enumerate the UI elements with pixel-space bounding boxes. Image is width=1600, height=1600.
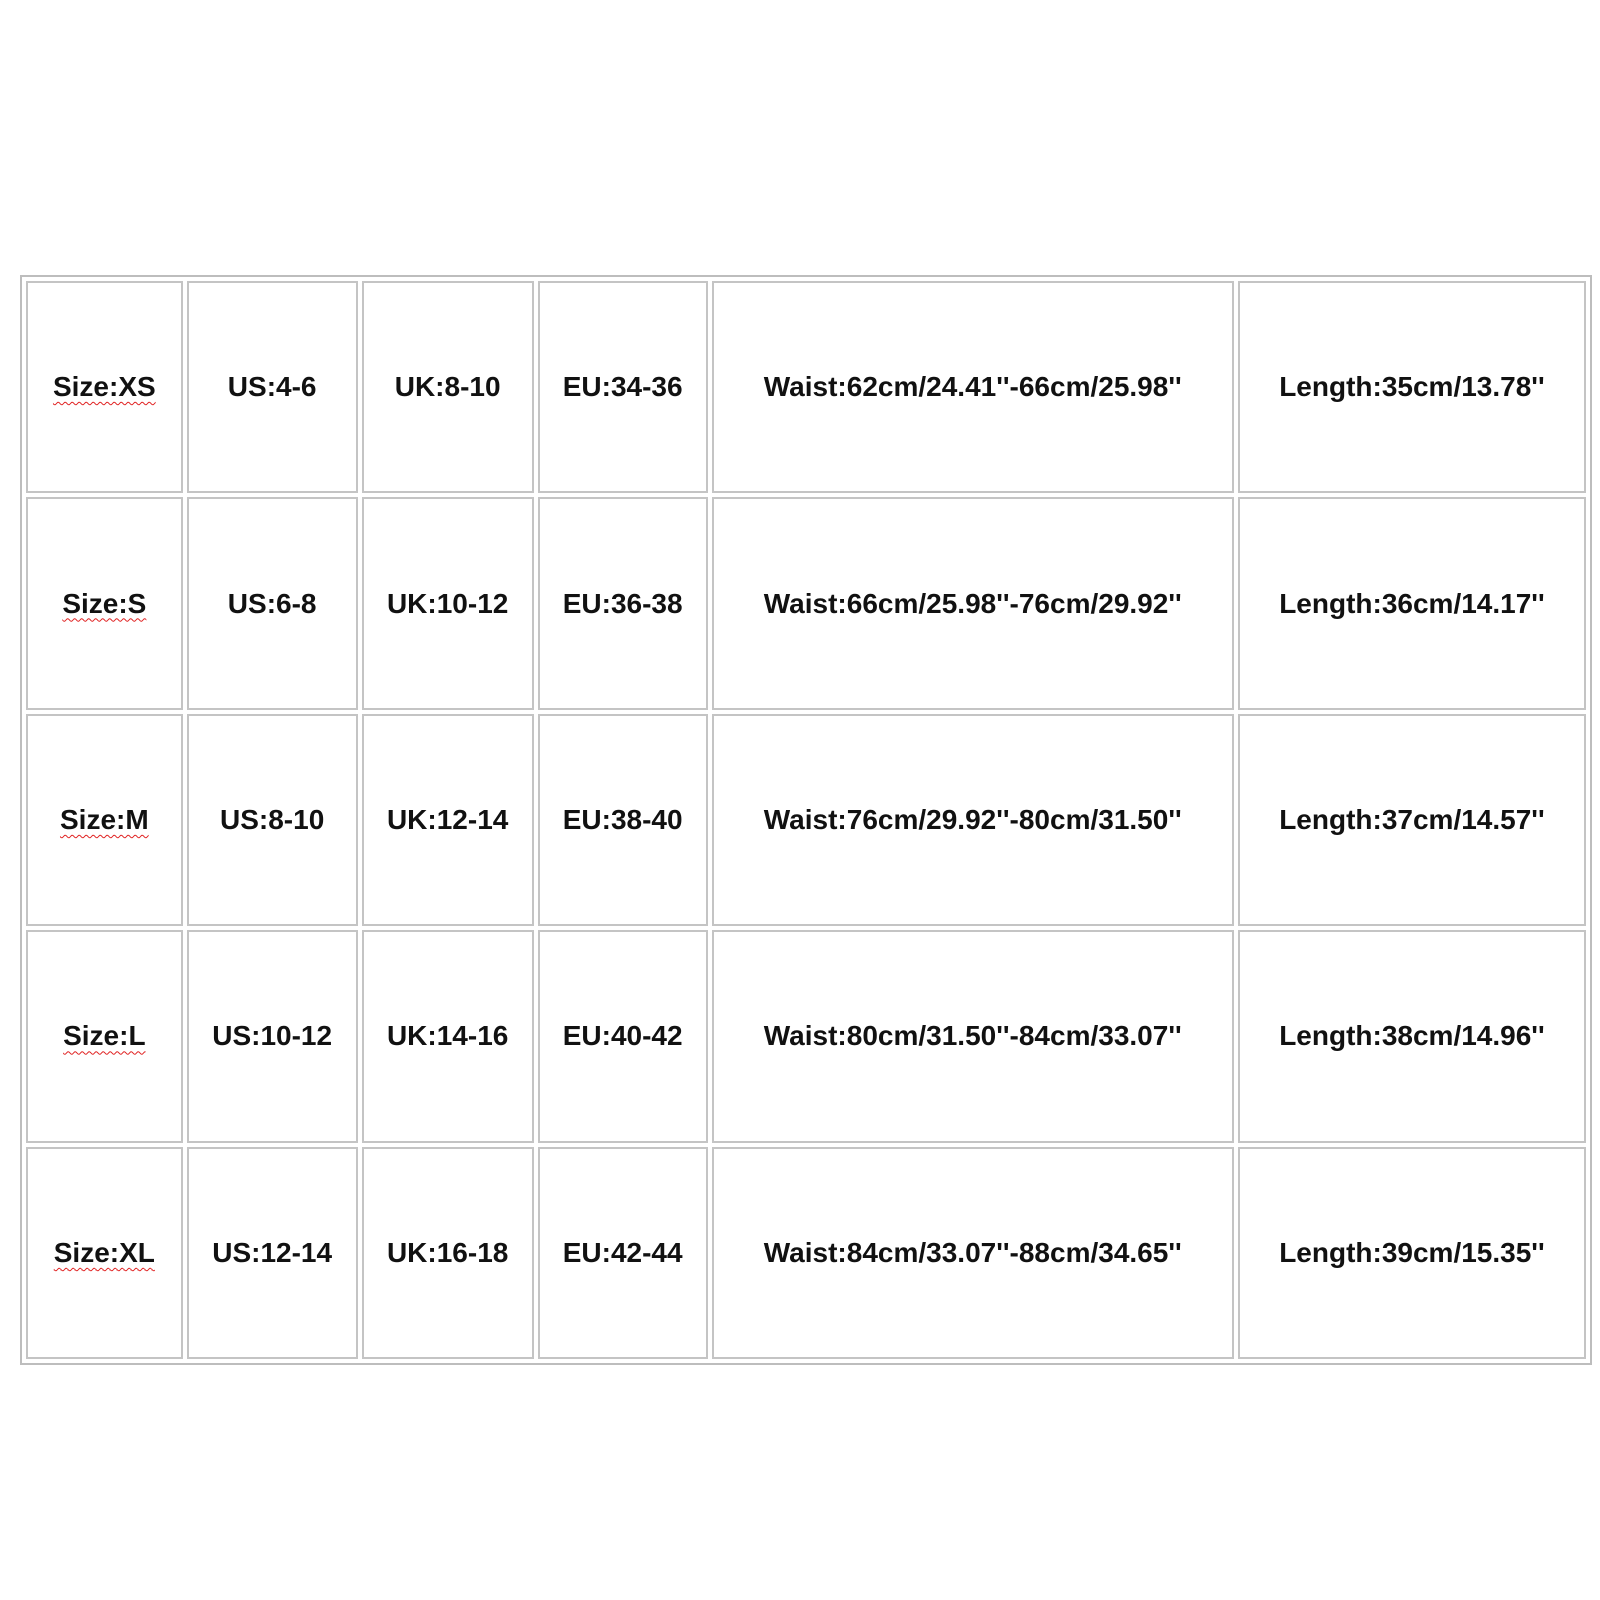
us-size-cell: US:10-12: [187, 930, 358, 1142]
table-row: [26, 497, 1586, 709]
length-cell: Length:39cm/15.35'': [1238, 1147, 1586, 1359]
size-label: Size:L: [63, 1020, 146, 1052]
size-label: Size:M: [59, 803, 149, 835]
size-cell: [26, 497, 183, 709]
us-size-cell: US:6-8: [187, 497, 358, 709]
uk-size-cell: UK:12-14: [362, 714, 534, 926]
eu-size-cell: EU:36-38: [538, 497, 708, 709]
uk-size-cell: UK:8-10: [362, 281, 534, 493]
size-cell: [26, 930, 183, 1142]
size-label: Size:S: [62, 587, 147, 619]
table-row: [26, 930, 1586, 1142]
waist-cell: Waist:66cm/25.98''-76cm/29.92'': [712, 497, 1234, 709]
us-size-cell: US:12-14: [187, 1147, 358, 1359]
us-size-cell: US:8-10: [187, 714, 358, 926]
waist-cell: Waist:62cm/24.41''-66cm/25.98'': [712, 281, 1234, 493]
table-row: [26, 714, 1586, 926]
length-cell: Length:38cm/14.96'': [1238, 930, 1586, 1142]
table-row: [26, 1147, 1586, 1359]
size-cell: [26, 281, 183, 493]
table-row: [26, 281, 1586, 493]
waist-cell: Waist:84cm/33.07''-88cm/34.65'': [712, 1147, 1234, 1359]
length-cell: Length:36cm/14.17'': [1238, 497, 1586, 709]
size-cell: [26, 714, 183, 926]
uk-size-cell: UK:10-12: [362, 497, 534, 709]
size-label: Size:XL: [53, 1236, 155, 1268]
uk-size-cell: UK:14-16: [362, 930, 534, 1142]
length-cell: Length:37cm/14.57'': [1238, 714, 1586, 926]
eu-size-cell: EU:42-44: [538, 1147, 708, 1359]
uk-size-cell: UK:16-18: [362, 1147, 534, 1359]
size-chart-table: [20, 275, 1592, 1365]
eu-size-cell: EU:38-40: [538, 714, 708, 926]
eu-size-cell: EU:40-42: [538, 930, 708, 1142]
length-cell: Length:35cm/13.78'': [1238, 281, 1586, 493]
size-label: Size:XS: [52, 371, 156, 403]
size-cell: [26, 1147, 183, 1359]
eu-size-cell: EU:34-36: [538, 281, 708, 493]
us-size-cell: US:4-6: [187, 281, 358, 493]
waist-cell: Waist:76cm/29.92''-80cm/31.50'': [712, 714, 1234, 926]
waist-cell: Waist:80cm/31.50''-84cm/33.07'': [712, 930, 1234, 1142]
